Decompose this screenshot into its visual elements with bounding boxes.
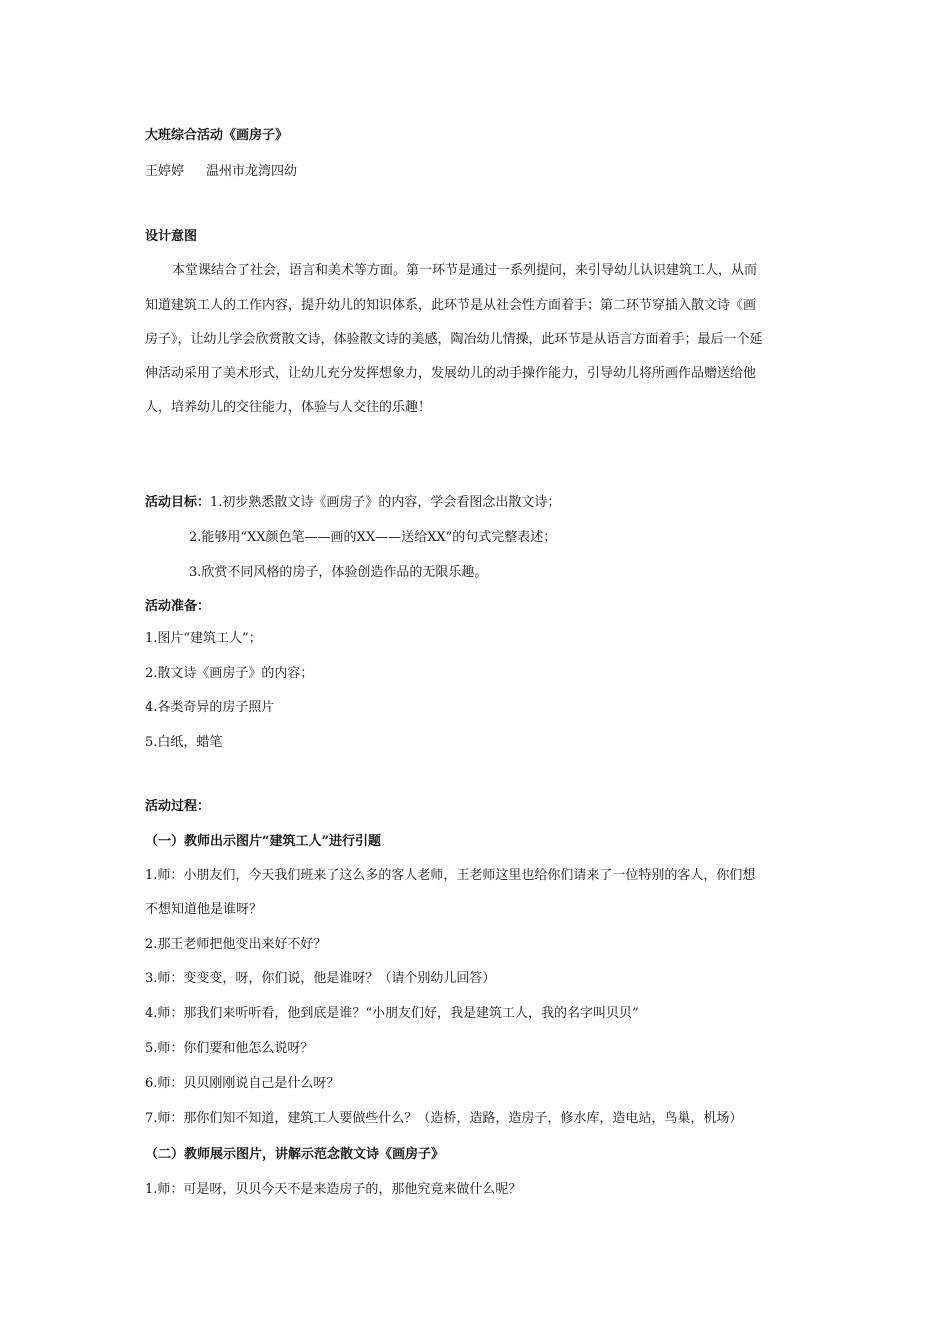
design-heading: 设计意图 <box>145 229 198 244</box>
prep-item: 4.各类奇异的房子照片 <box>145 700 275 715</box>
goal-item: 3.欣赏不同风格的房子，体验创造作品的无限乐趣。 <box>189 565 488 580</box>
design-paragraph-line: 房子》，让幼儿学会欣赏散文诗，体验散文诗的美感，陶冶幼儿情操，此环节是从语言方面着手；最后一个延 <box>145 332 763 347</box>
process-item: 4.师：那我们来听听看，他到底是谁？“小朋友们好，我是建筑工人，我的名字叫贝贝” <box>145 1006 639 1021</box>
prep-item: 5.白纸，蜡笔 <box>145 735 223 750</box>
prep-item: 1.图片“建筑工人”； <box>145 631 262 646</box>
process-item: 6.师：贝贝刚刚说自己是什么呀？ <box>145 1076 340 1091</box>
process-section-title: （二）教师展示图片，讲解示范念散文诗《画房子》 <box>145 1147 445 1162</box>
goal-item: 2.能够用“XX颜色笔——画的XX——送给XX”的句式完整表述； <box>189 530 557 545</box>
prep-item: 2.散文诗《画房子》的内容； <box>145 666 314 681</box>
author-name: 王婷婷 <box>145 164 185 179</box>
process-item: 1.师：小朋友们，今天我们班来了这么多的客人老师，王老师这里也给你们请来了一位特别的客人，你们想 <box>145 868 756 883</box>
goals-line <box>145 494 560 512</box>
process-item: 7.师：那你们知不知道，建筑工人要做些什么？（造桥，造路，造房子，修水库，造电站，鸟巢，机场） <box>145 1111 743 1126</box>
process-item: 1.师：可是呀，贝贝今天不是来造房子的，那他究竟来做什么呢？ <box>145 1182 522 1197</box>
process-heading: 活动过程： <box>145 799 211 814</box>
document-title: 大班综合活动《画房子》 <box>145 128 289 143</box>
author-school: 温州市龙湾四幼 <box>206 164 298 179</box>
process-section-title: （一）教师出示图片“建筑工人”进行引题 <box>145 834 381 849</box>
design-paragraph-line: 伸活动采用了美术形式，让幼儿充分发挥想象力，发展幼儿的动手操作能力，引导幼儿将所画作品赠送给他 <box>145 366 757 381</box>
process-item: 5.师：你们要和他怎么说呀？ <box>145 1041 314 1056</box>
goal-item: 1.初步熟悉散文诗《画房子》的内容，学会看图念出散文诗； <box>210 495 561 510</box>
design-paragraph-line: 人，培养幼儿的交往能力，体验与人交往的乐趣！ <box>145 400 432 415</box>
goals-heading: 活动目标： <box>145 495 211 510</box>
process-item: 不想知道他是谁呀？ <box>145 902 263 917</box>
author-line <box>145 163 297 181</box>
design-paragraph-line: 本堂课结合了社会，语言和美术等方面。第一环节是通过一系列提问，来引导幼儿认识建筑工人，从而 <box>172 263 758 278</box>
process-item: 2.那王老师把他变出来好不好？ <box>145 937 327 952</box>
design-paragraph-line: 知道建筑工人的工作内容，提升幼儿的知识体系，此环节是从社会性方面着手；第二环节穿插入散文诗《画 <box>145 298 757 313</box>
process-item: 3.师：变变变，呀，你们说，他是谁呀？（请个别幼儿回答） <box>145 971 496 986</box>
prep-heading: 活动准备： <box>145 599 211 614</box>
